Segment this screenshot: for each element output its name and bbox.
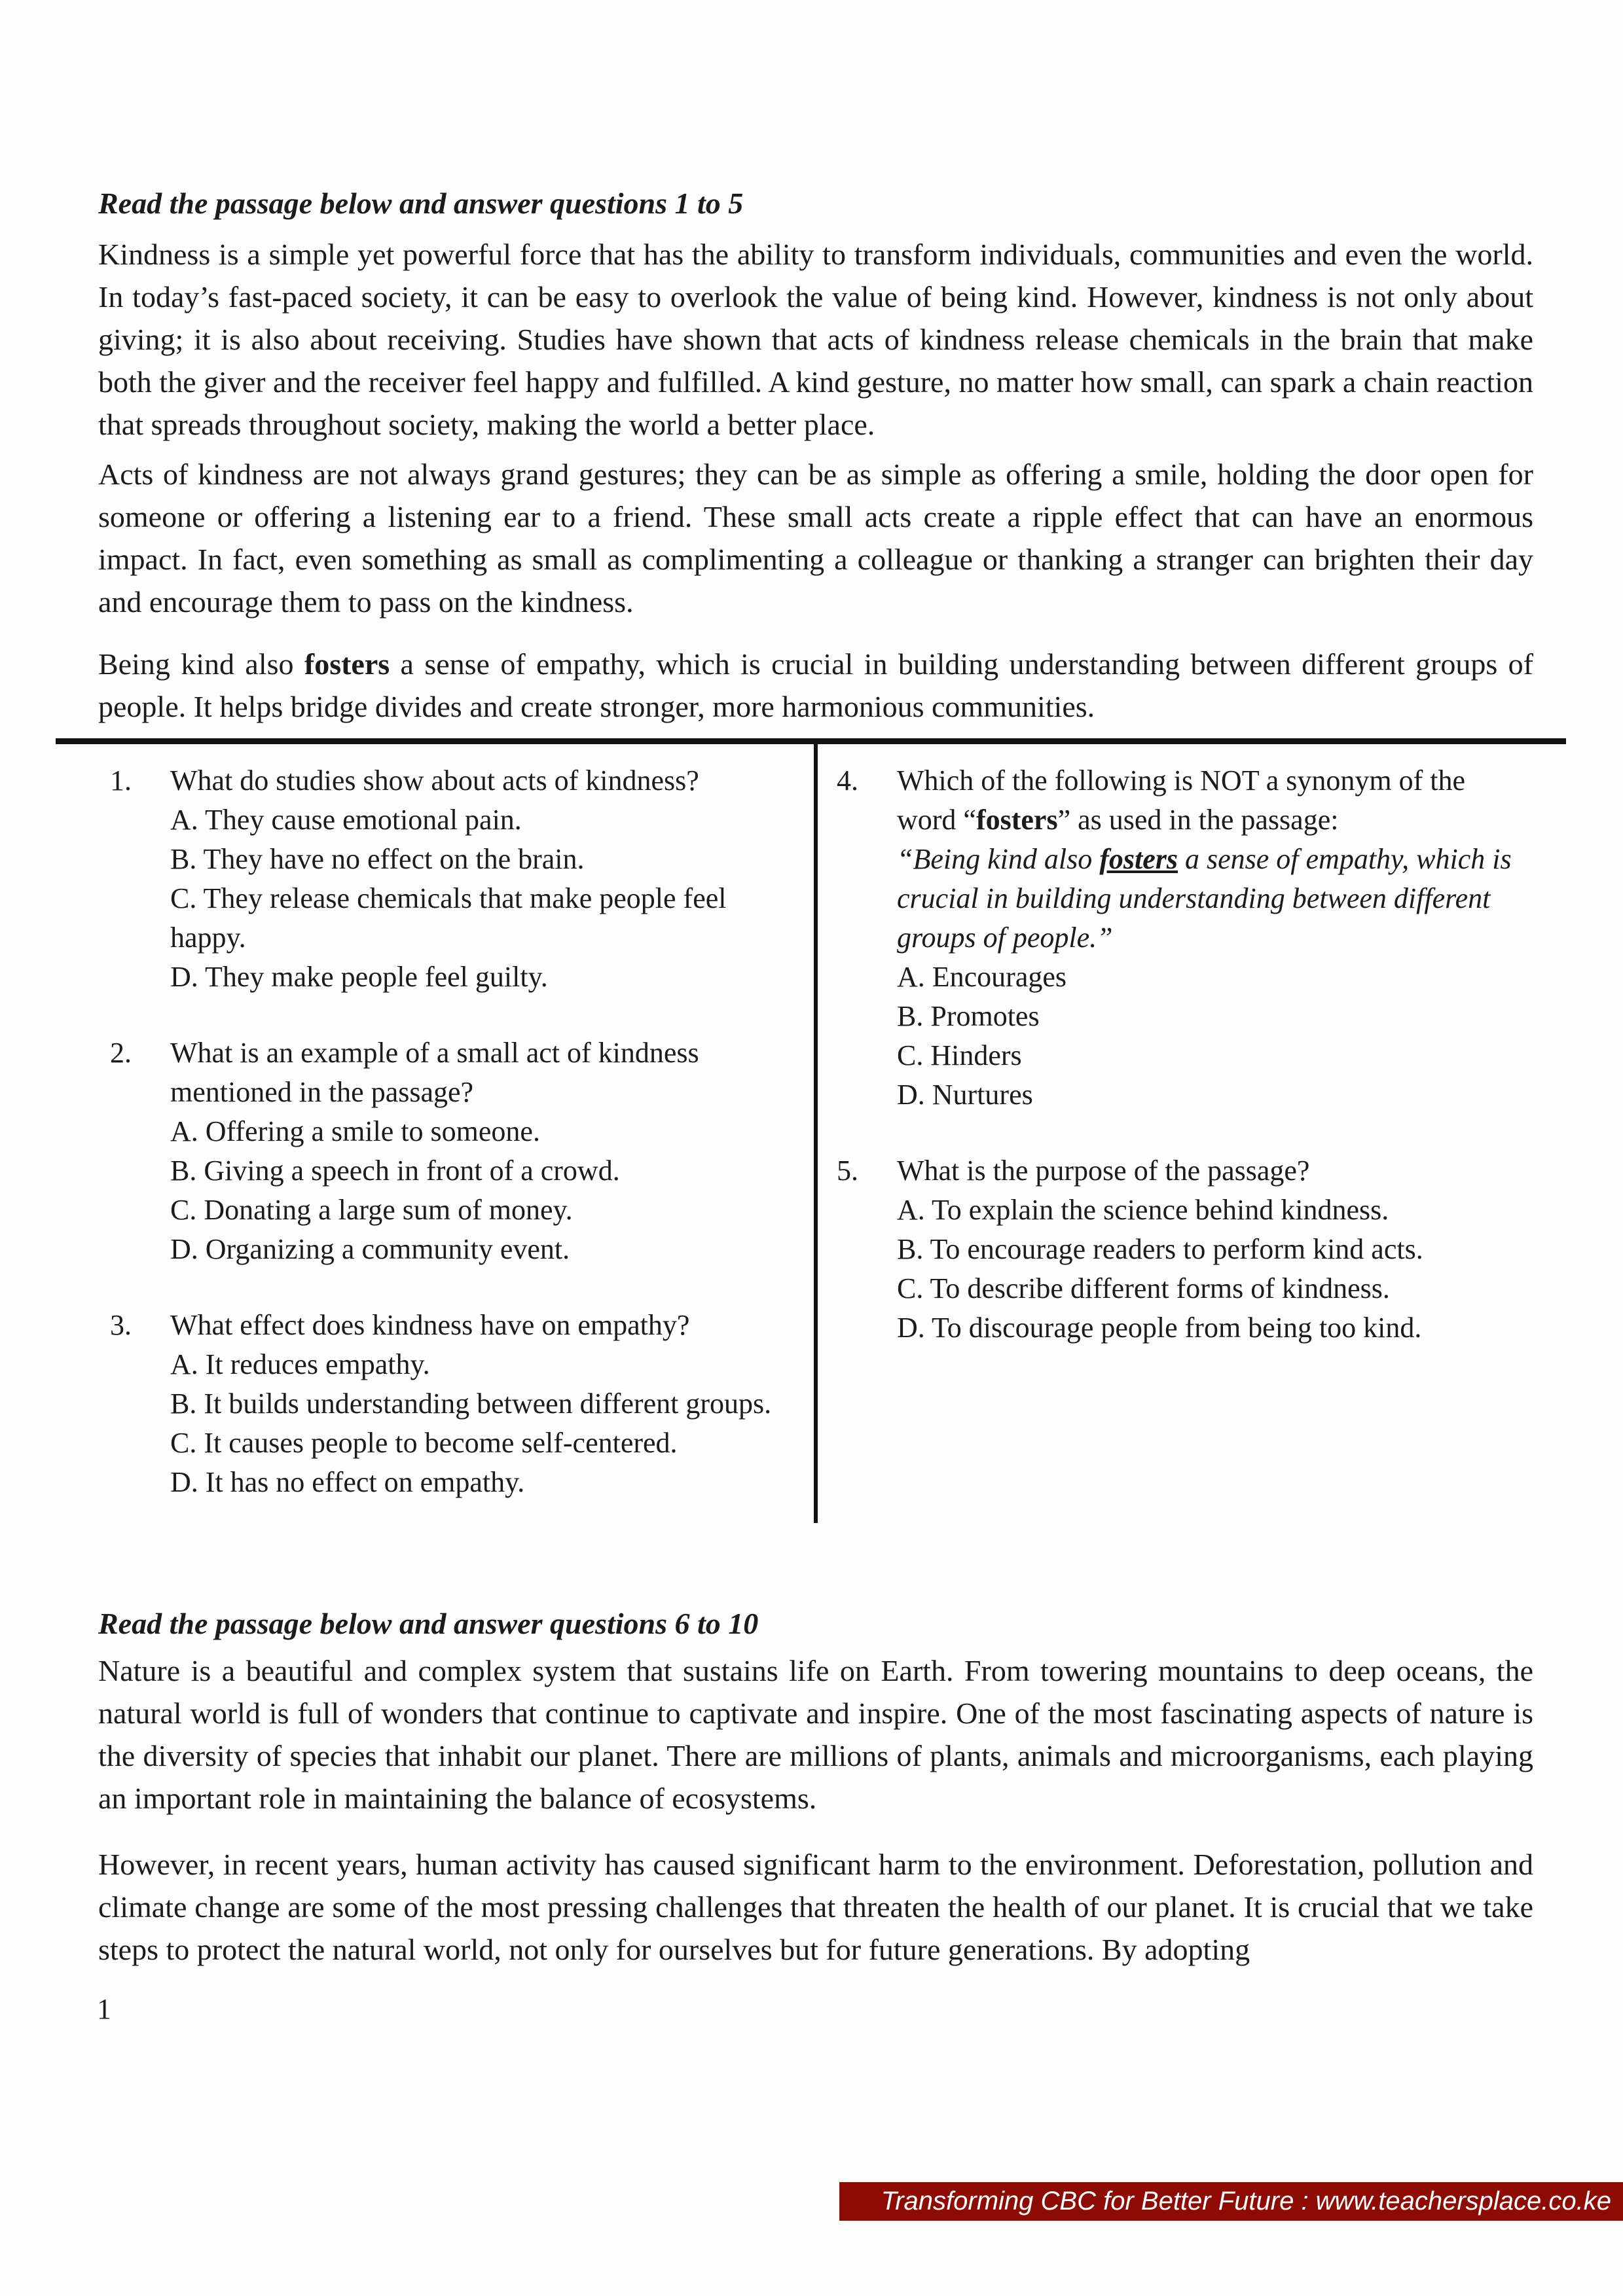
question-1-option-b: B. They have no effect on the brain. [170, 843, 585, 875]
page-number: 1 [97, 1993, 111, 2025]
question-3-option-b: B. It builds understanding between different groups. [170, 1388, 772, 1420]
passage2-paragraph-1: Nature is a beautiful and complex system that sustains life on Earth. From towering mountains to deep oceans, the natural world is full of wonders that continue to captivate and inspire. One of the most fascinating aspects of nature is the diversity of species that inhabit our planet. There are millions of plants, animals and microorganisms, each playing an important role in maintaining the balance of ecosystems. [98, 1654, 1533, 1815]
question-4-number: 4. [837, 764, 858, 797]
question-5-option-c: C. To describe different forms of kindness. [897, 1272, 1390, 1304]
question-4-body [897, 761, 1531, 1115]
passage1-paragraph-2: Acts of kindness are not always grand gestures; they can be as simple as offering a smile, holding the door open for someone or offering a listening ear to a friend. These small acts create a ripple effect that can have an enormous impact. In fact, even something as small as complimenting a colleague or thanking a stranger can brighten their day and encourage them to pass on the kindness. [98, 457, 1533, 619]
passage2-heading: Read the passage below and answer questions 6 to 10 [98, 1607, 759, 1640]
questions-column-right [837, 761, 1531, 1384]
question-3-option-c: C. It causes people to become self-centered. [170, 1427, 678, 1459]
passage1-paragraph-3: Being kind also fosters a sense of empathy, which is crucial in building understanding between different groups of people. It helps bridge divides and create stronger, more harmonious communities. [98, 647, 1533, 723]
question-2-option-d: D. Organizing a community event. [170, 1233, 570, 1265]
question-1-option-c: C. They release chemicals that make people feel happy. [170, 882, 727, 954]
question-5-body [897, 1151, 1531, 1348]
question-4-option-d: D. Nurtures [897, 1079, 1033, 1111]
passage1-paragraph-1: Kindness is a simple yet powerful force that has the ability to transform individuals, communities and even the world. In today’s fast-paced society, it can be easy to overlook the value of being kind. However, kindness is not only about giving; it is also about receiving. Studies have shown that acts of kindness release chemicals in the brain that make both the giver and the receiver feel happy and fulfilled. A kind gesture, no matter how small, can spark a chain reaction that spreads throughout society, making the world a better place. [98, 238, 1533, 441]
question-3-number: 3. [110, 1309, 132, 1341]
question-1-body [170, 761, 784, 997]
question-1 [110, 761, 784, 997]
question-4-option-a: A. Encourages [897, 961, 1067, 993]
questions-column-divider [814, 744, 818, 1523]
question-3 [110, 1306, 784, 1502]
question-3-option-a: A. It reduces empathy. [170, 1348, 430, 1380]
footer-text: Transforming CBC for Better Future : www.teachersplace.co.ke [881, 2187, 1611, 2215]
question-2-option-a: A. Offering a smile to someone. [170, 1115, 540, 1147]
question-2 [110, 1033, 784, 1269]
question-5-option-b: B. To encourage readers to perform kind acts. [897, 1233, 1423, 1265]
question-2-option-c: C. Donating a large sum of money. [170, 1194, 573, 1226]
question-5-text: What is the purpose of the passage? [897, 1155, 1310, 1187]
passage2-paragraph-2: However, in recent years, human activity has caused significant harm to the environment. Deforestation, pollution and climate change are some of the most pressing challenges that threaten the health of our planet. It is crucial that we take steps to protect the natural world, not only for ourselves but for future generations. By adopting [98, 1848, 1533, 1966]
question-2-option-b: B. Giving a speech in front of a crowd. [170, 1155, 620, 1187]
passage1-heading: Read the passage below and answer questions 1 to 5 [98, 187, 744, 220]
question-4-text: Which of the following is NOT a synonym of the word “fosters” as used in the passage: [897, 764, 1466, 836]
question-4-option-b: B. Promotes [897, 1000, 1040, 1032]
question-4-option-c: C. Hinders [897, 1039, 1022, 1071]
question-3-text: What effect does kindness have on empathy? [170, 1309, 690, 1341]
question-1-text: What do studies show about acts of kindness? [170, 764, 699, 797]
question-3-option-d: D. It has no effect on empathy. [170, 1466, 525, 1498]
question-5-option-d: D. To discourage people from being too kind. [897, 1312, 1422, 1344]
question-1-option-d: D. They make people feel guilty. [170, 961, 548, 993]
question-1-number: 1. [110, 764, 132, 797]
question-5-option-a: A. To explain the science behind kindness. [897, 1194, 1389, 1226]
question-1-option-a: A. They cause emotional pain. [170, 804, 522, 836]
question-2-body [170, 1033, 784, 1269]
question-4 [837, 761, 1531, 1115]
question-2-text: What is an example of a small act of kindness mentioned in the passage? [170, 1037, 699, 1108]
question-3-body [170, 1306, 784, 1502]
questions-top-rule [56, 738, 1566, 744]
question-5 [837, 1151, 1531, 1348]
questions-column-left [110, 761, 784, 1539]
question-5-number: 5. [837, 1155, 858, 1187]
question-4-quote: “Being kind also fosters a sense of empathy, which is crucial in building understanding between different groups of people.” [897, 843, 1512, 954]
footer-banner [839, 2182, 1623, 2221]
question-2-number: 2. [110, 1037, 132, 1069]
